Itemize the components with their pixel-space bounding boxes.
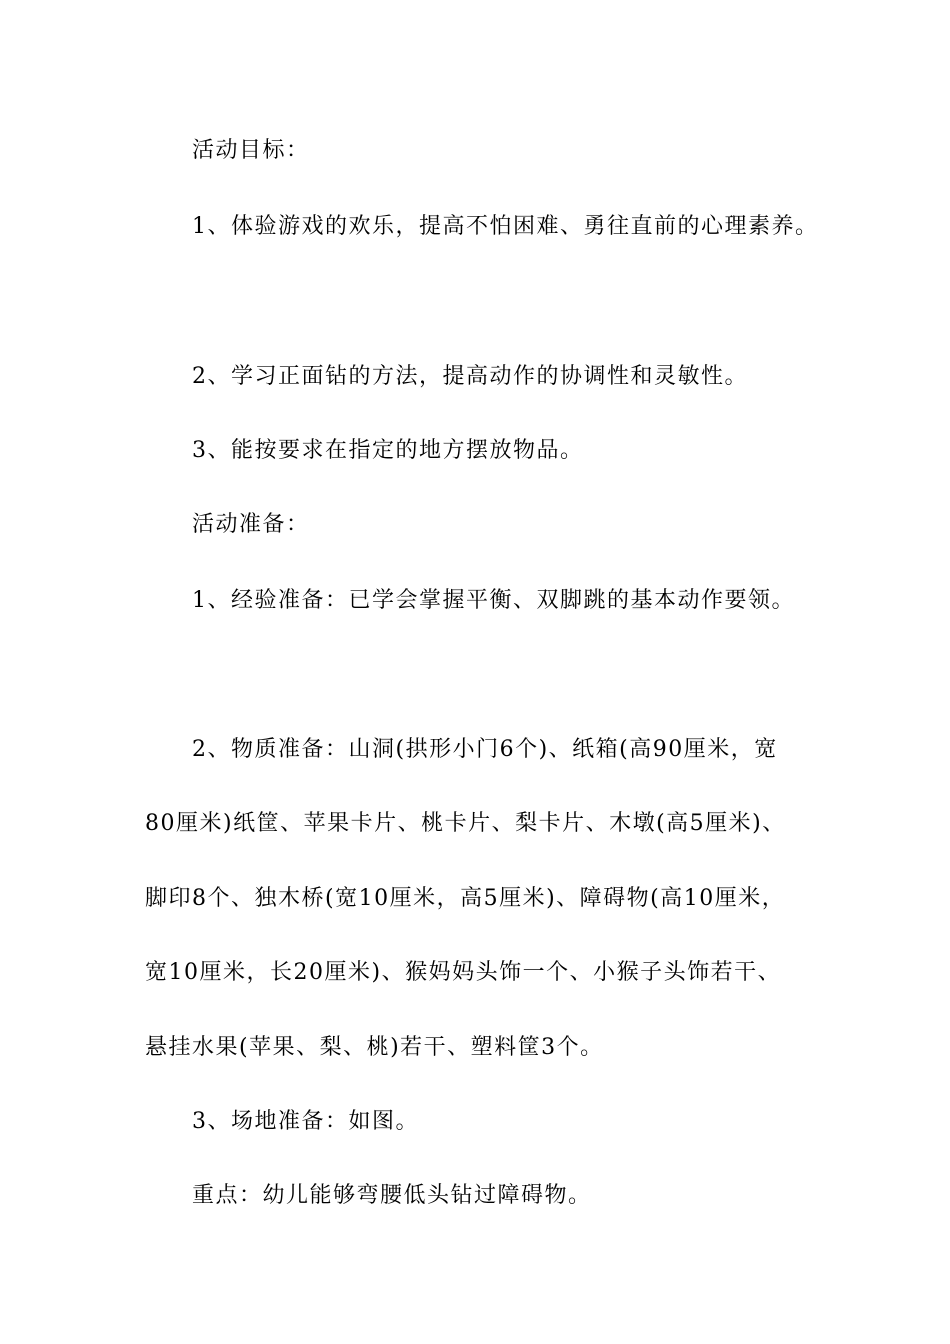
paragraph-key-point: 重点：幼儿能够弯腰低头钻过障碍物。 xyxy=(192,1183,592,1208)
paragraph-prep-2-line-2: 80厘米)纸筐、苹果卡片、桃卡片、梨卡片、木墩(高5厘米)、 xyxy=(145,811,786,836)
section-heading-goals: 活动目标： xyxy=(192,138,310,163)
paragraph-prep-1: 1、经验准备：已学会掌握平衡、双脚跳的基本动作要领。 xyxy=(192,588,795,613)
paragraph-prep-2-line-5: 悬挂水果(苹果、梨、桃)若干、塑料筐3个。 xyxy=(145,1035,604,1060)
paragraph-prep-2-line-1: 2、物质准备：山洞(拱形小门6个)、纸箱(高90厘米，宽 xyxy=(192,737,778,762)
paragraph-prep-2-line-3: 脚印8个、独木桥(宽10厘米，高5厘米)、障碍物(高10厘米， xyxy=(145,886,786,911)
paragraph-prep-3: 3、场地准备：如图。 xyxy=(192,1109,419,1134)
paragraph-goal-2: 2、学习正面钻的方法，提高动作的协调性和灵敏性。 xyxy=(192,364,748,389)
section-heading-preparation: 活动准备： xyxy=(192,512,310,537)
paragraph-prep-2-line-4: 宽10厘米，长20厘米)、猴妈妈头饰一个、小猴子头饰若干、 xyxy=(145,960,782,985)
paragraph-goal-3: 3、能按要求在指定的地方摆放物品。 xyxy=(192,438,584,463)
paragraph-goal-1: 1、体验游戏的欢乐，提高不怕困难、勇往直前的心理素养。 xyxy=(192,214,819,239)
